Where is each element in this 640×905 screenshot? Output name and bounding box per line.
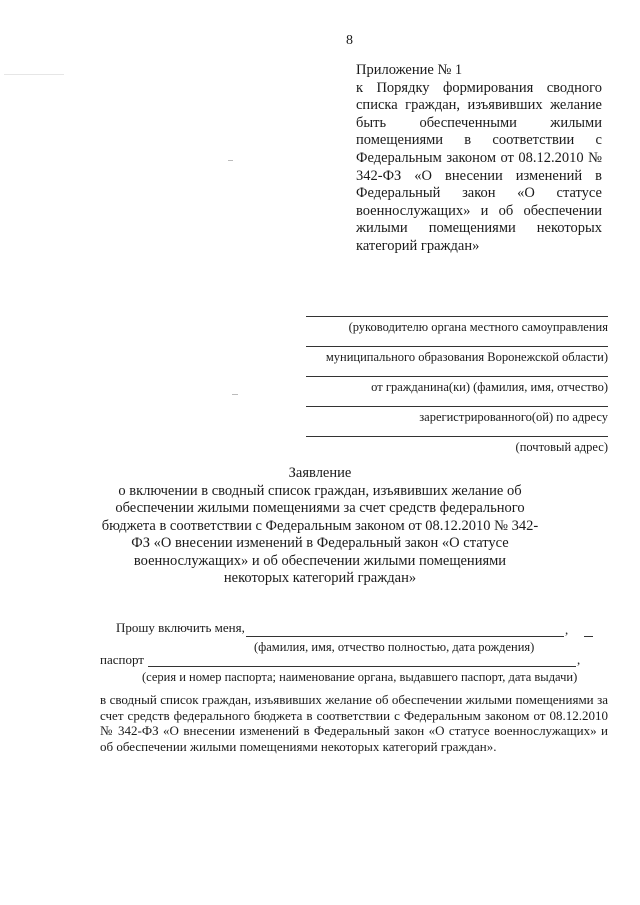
name-field-line[interactable]	[246, 636, 564, 637]
addressee-caption-head: (руководителю органа местного самоуправления	[348, 320, 608, 334]
request-lead: Прошу включить меня,	[116, 620, 245, 635]
page-number: 8	[346, 33, 353, 48]
addressee-caption-address: (почтовый адрес)	[515, 440, 608, 454]
fill-line	[306, 316, 608, 317]
passport-label: паспорт	[100, 652, 144, 667]
addressee-field-municipality[interactable]	[306, 346, 608, 365]
addressee-caption-registered: зарегистрированного(ой) по адресу	[419, 410, 608, 424]
closing-paragraph: в сводный список граждан, изъявивших желание об обеспечении жилыми помещениями за счет средств федерального бюджета в соответствии с Федеральным законом от 08.12.2010 № 342-ФЗ «О внесении изменений в Федеральный закон «О статусе военнослужащих» и об обеспечении жилыми помещениями некоторых категорий граждан».	[100, 692, 608, 754]
passport-field-line[interactable]	[148, 666, 576, 667]
appendix-title: Приложение № 1	[356, 62, 463, 78]
appendix-block	[356, 62, 602, 256]
fill-line	[306, 436, 608, 437]
scan-speck	[228, 160, 233, 161]
statement-heading: Заявление	[288, 465, 352, 481]
fill-line	[306, 376, 608, 377]
name-field-comma: ,	[565, 622, 569, 637]
statement-text: о включении в сводный список граждан, изъявивших желание об обеспечении жилыми помещениями за счет средств федерального бюджета в соответствии с Федеральным законом от 08.12.2010 № 342-ФЗ «О внесении изменений в Федеральный закон «О статусе военнослужащих» и об обеспечении жилыми помещениями некоторых категорий граждан»	[101, 482, 539, 586]
passport-field-comma: ,	[577, 652, 581, 667]
name-caption: (фамилия, имя, отчество полностью, дата рождения)	[254, 640, 535, 654]
passport-caption: (серия и номер паспорта; наименование органа, выдавшего паспорт, дата выдачи)	[142, 670, 578, 684]
addressee-caption-municipality: муниципального образования Воронежской области)	[325, 350, 608, 364]
scan-speck	[584, 636, 593, 637]
appendix-body: к Порядку формирования сводного списка граждан, изъявивших желание быть обеспеченными жилыми помещениями в соответствии с Федеральным законом от 08.12.2010 № 342-ФЗ «О внесении изменений в Федеральный закон «О статусе военнослужащих» и об обеспечении жилыми помещениями некоторых категорий граждан»	[356, 79, 602, 254]
addressee-field-registered[interactable]	[306, 406, 608, 425]
addressee-caption-citizen: от гражданина(ки) (фамилия, имя, отчество)	[371, 380, 608, 394]
addressee-field-citizen[interactable]	[306, 376, 608, 395]
scan-speck	[4, 74, 64, 75]
scan-speck	[232, 394, 238, 395]
fill-line	[306, 346, 608, 347]
statement-block	[100, 465, 540, 588]
addressee-field-address[interactable]	[306, 436, 608, 455]
fill-line	[306, 406, 608, 407]
addressee-field-head[interactable]	[306, 316, 608, 335]
